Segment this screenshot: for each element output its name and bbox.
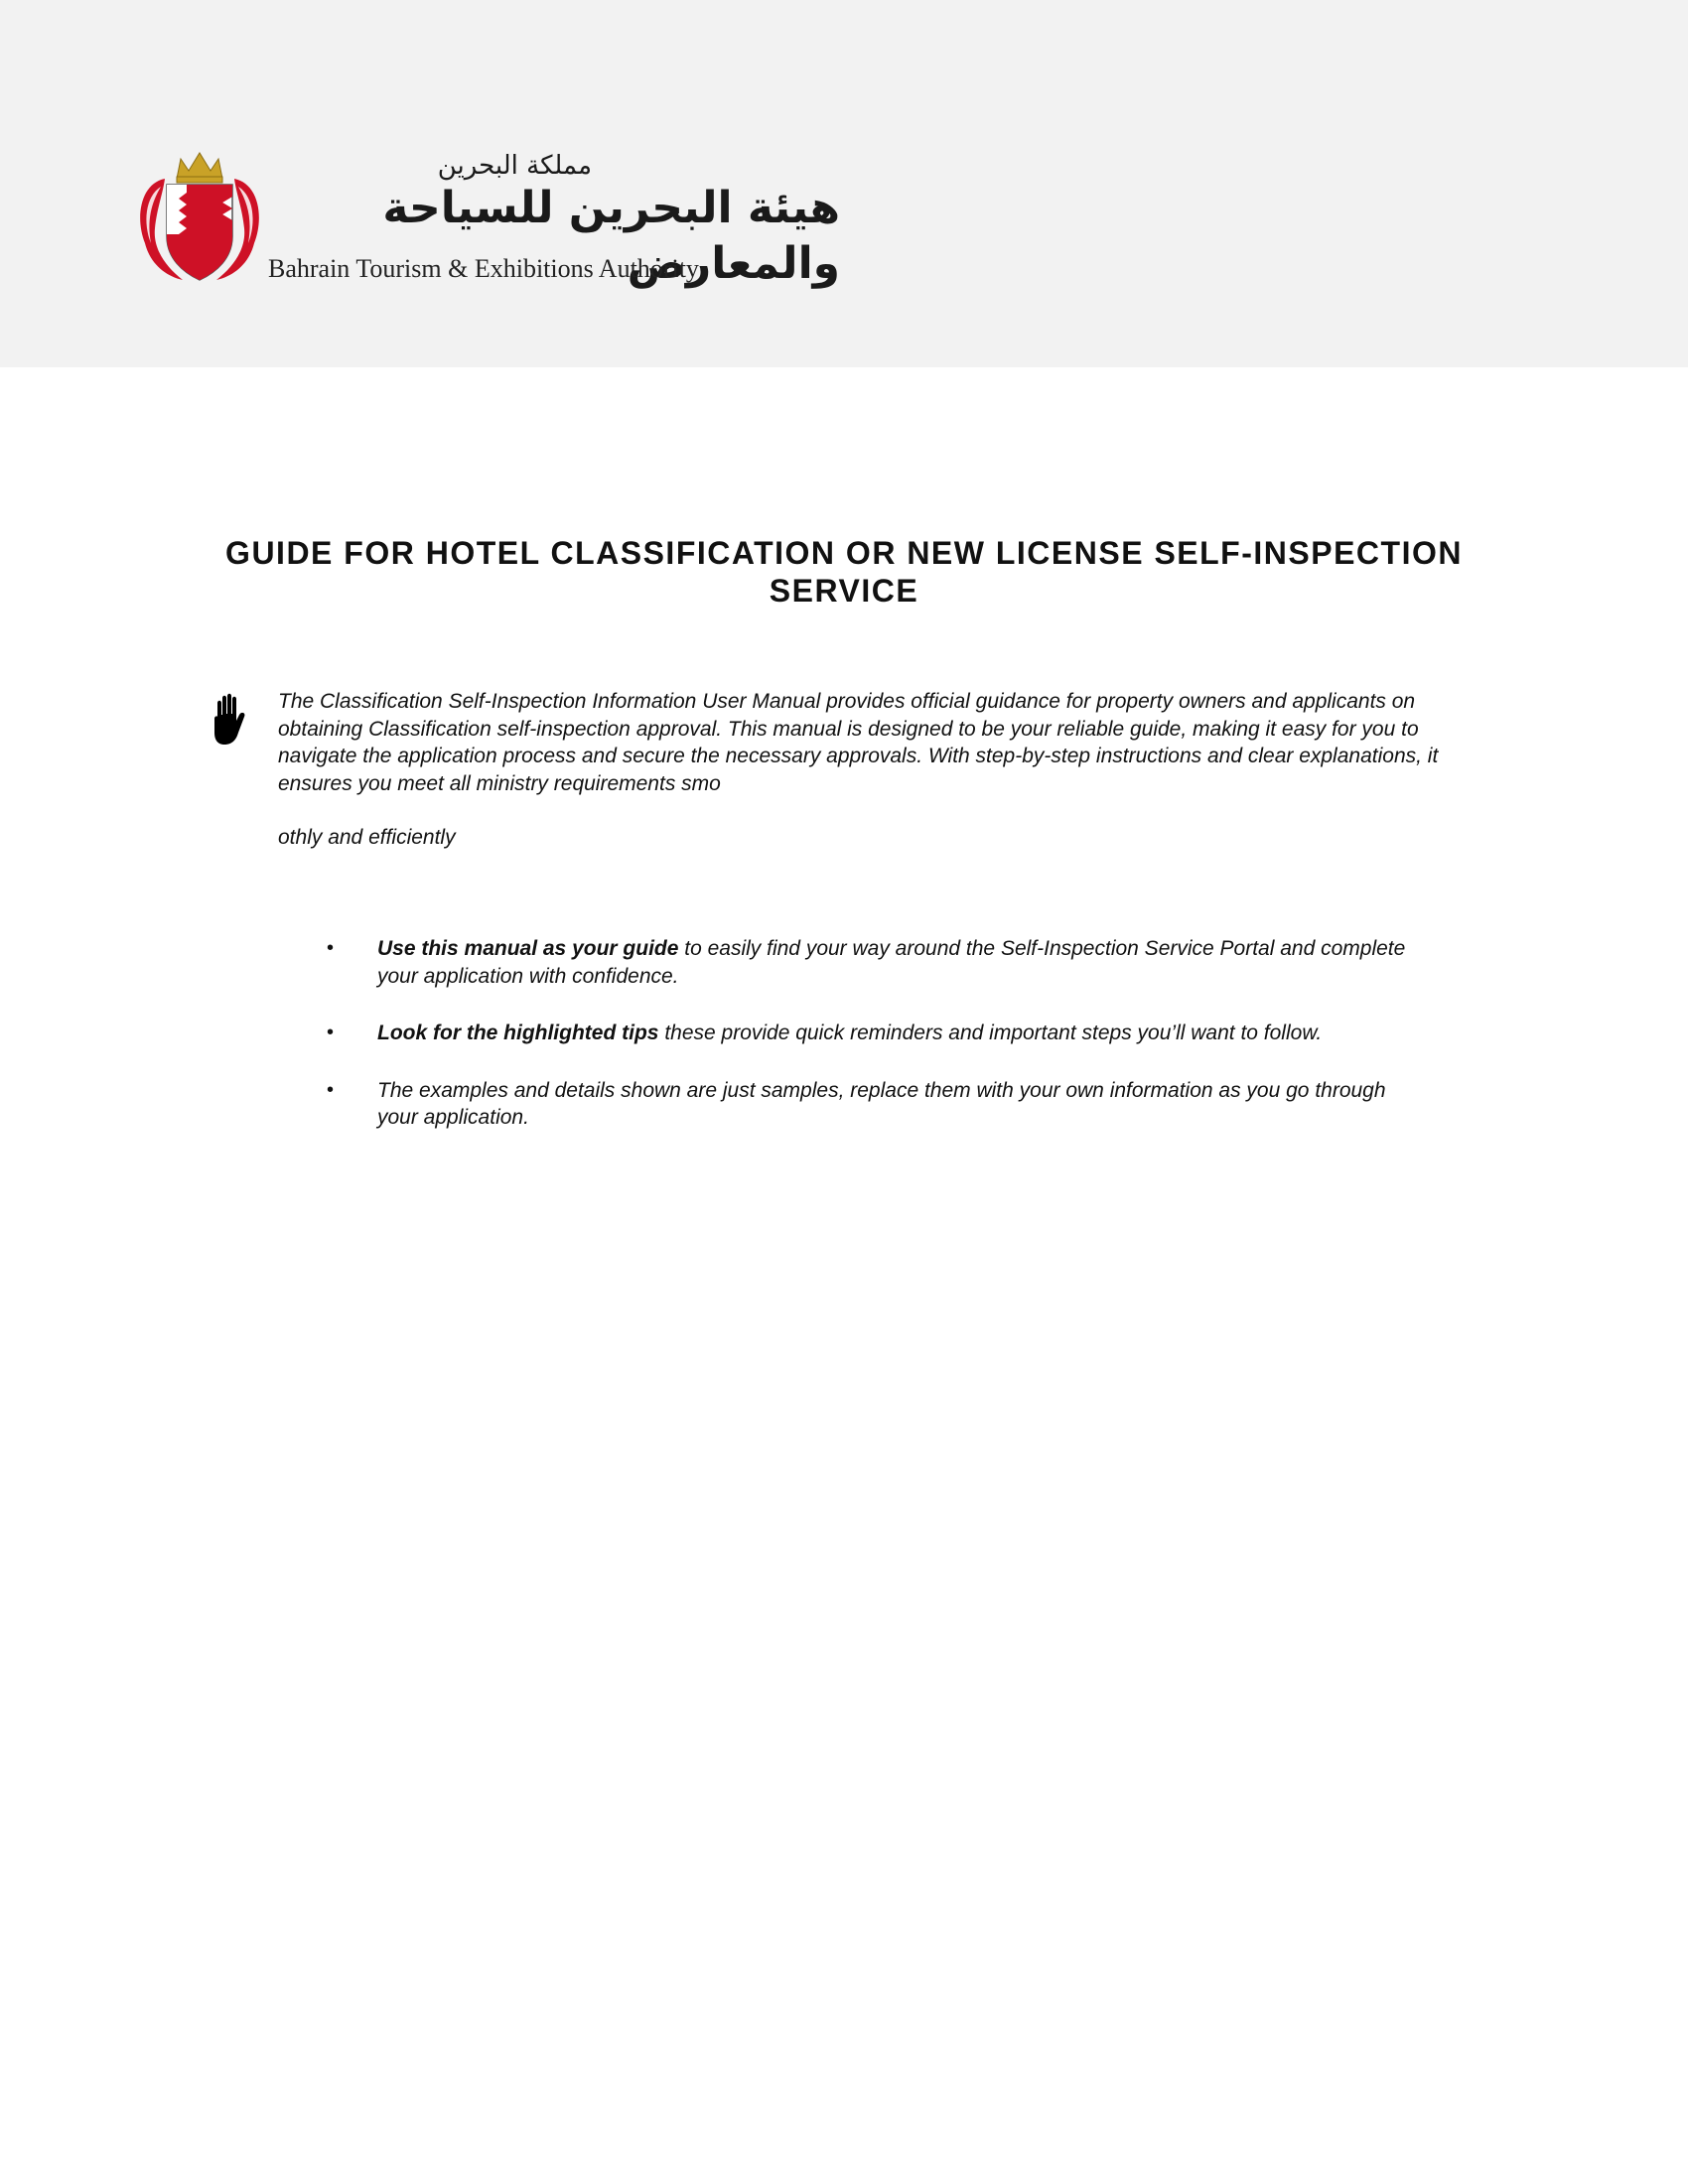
tips-list (278, 935, 1420, 1161)
english-authority-name: Bahrain Tourism & Exhibitions Authority (268, 254, 699, 283)
authority-logo (135, 149, 840, 289)
title-line-2: SERVICE (769, 573, 919, 609)
intro-section (278, 688, 1440, 879)
header-band (0, 0, 1688, 367)
tip-bold-text: Use this manual as your guide (377, 937, 679, 960)
bullet-icon: • (327, 937, 335, 959)
tip-bold-text: Look for the highlighted tips (377, 1022, 659, 1044)
list-item (278, 1020, 1420, 1047)
arabic-kingdom-name: مملكة البحرين (437, 151, 592, 181)
title-line-1: GUIDE FOR HOTEL CLASSIFICATION OR NEW LICENSE SELF-INSPECTION (225, 535, 1463, 571)
bahrain-emblem-icon (135, 149, 264, 288)
tip-text: to easily find your way around the Self-Inspection Service Portal and complete your application with confidence. (377, 937, 1406, 988)
tip-text: these provide quick reminders and important steps you’ll want to follow. (658, 1022, 1323, 1044)
hand-stop-icon (209, 693, 250, 747)
intro-paragraph-continued: othly and efficiently (278, 826, 456, 849)
document-title (149, 534, 1539, 610)
intro-paragraph: The Classification Self-Inspection Information User Manual provides official guidance for property owners and applicants on obtaining Classification self-inspection approval. This manual is designed to be your reliable guide, making it easy for you to navigate the application process and secure the necessary approvals. With step-by-step instructions and clear explanations, it ensures you meet all ministry requirements smo (278, 690, 1439, 795)
list-item (278, 935, 1420, 990)
arabic-authority-name: هيئة البحرين للسياحة والمعارض (382, 183, 840, 289)
bullet-icon: • (327, 1022, 335, 1043)
bullet-icon: • (327, 1078, 335, 1101)
list-item (278, 1077, 1420, 1132)
tip-text: The examples and details shown are just samples, replace them with your own information as you go through your application. (377, 1078, 1386, 1129)
